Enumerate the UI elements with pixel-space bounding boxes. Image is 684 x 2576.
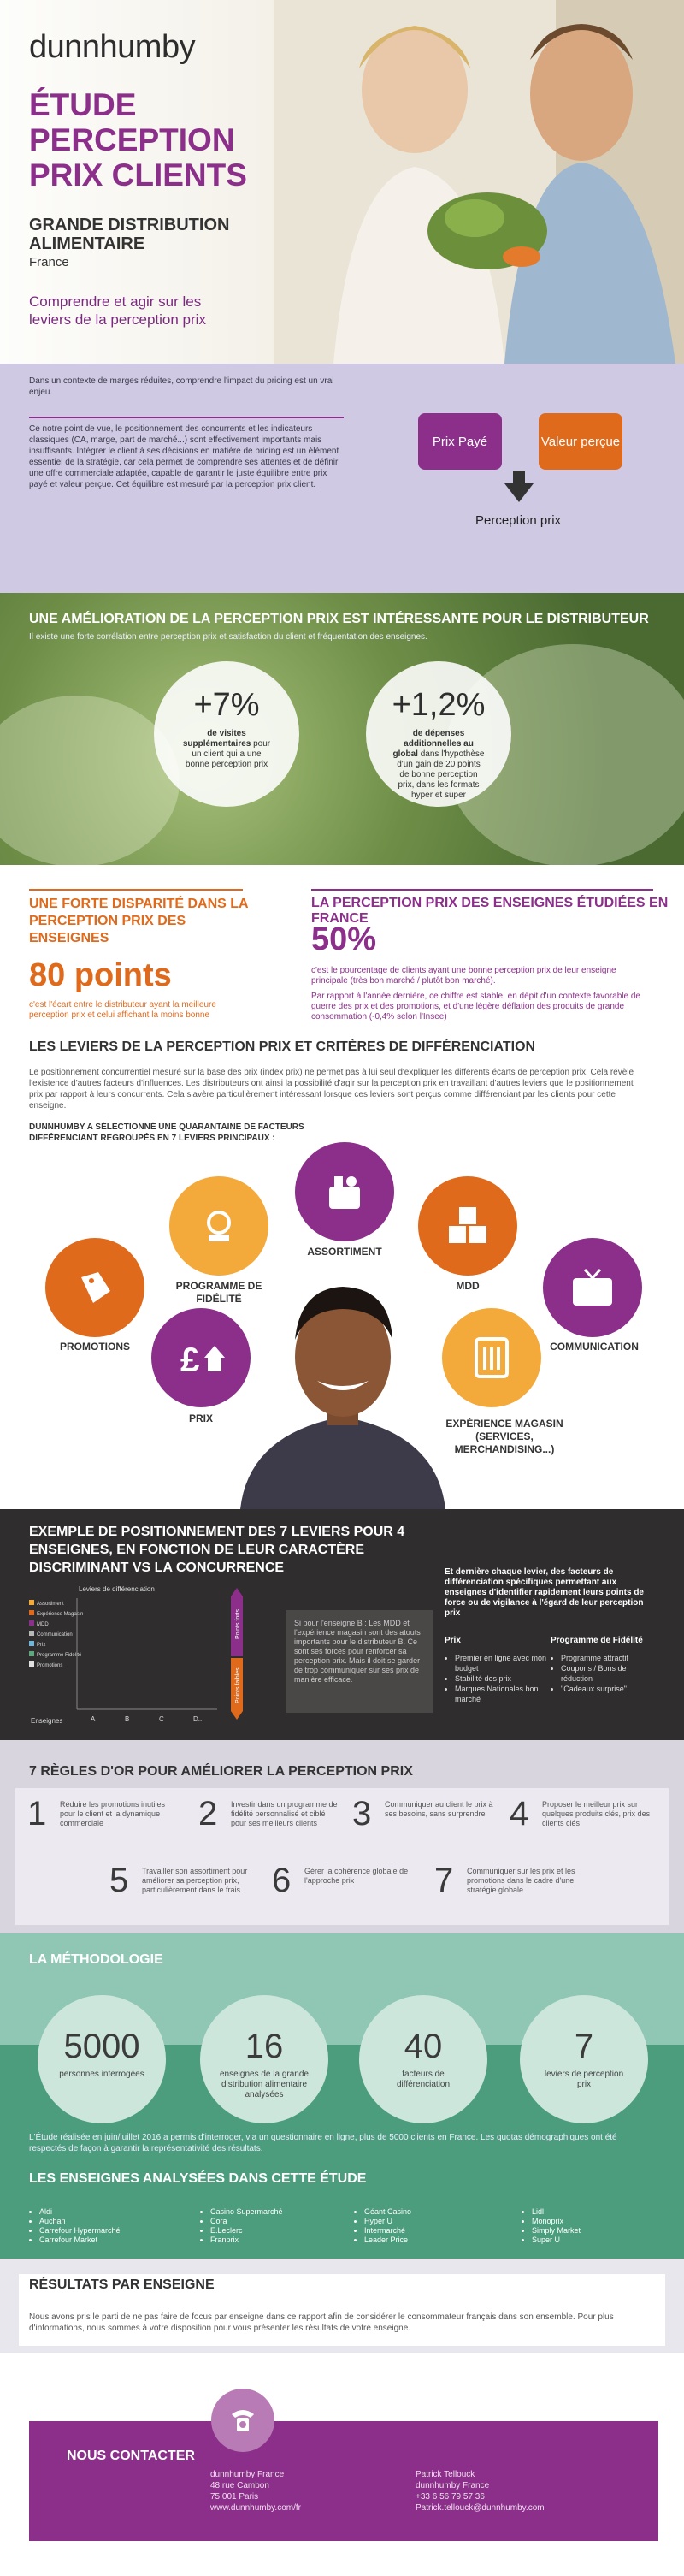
loyalty-icon [197,1204,241,1248]
intro-body: Ce notre point de vue, le positionnement des concurrents et les indicateurs classiques (CA, marge, part de marché...) sont effectivement importants mais insuffisants. Intégrer le client à ses décisions en matière de pricing est un élément essentiel de la stratégie, car cela permet de comprendre ses attentes et de définir une offre commerciale adaptée, capable de garantir le juste équilibre entre prix payé et valeur perçue. Cet équilibre est mesuré par la perception prix client. [29,424,339,489]
methodology-paragraph: L'Étude réalisée en juin/juillet 2016 a permis d'interroger, via un questionnaire en ligne, plus de 5000 clients en France. Les quotas démographiques ont été respectés de façon à garantir la représentativité des résultats. [29,2133,617,2153]
positioning-right-text: Et dernière chaque levier, des facteurs de différenciation spécifiques permettant aux enseignes d'identifier rapidement leurs points de force ou de vigilance à l'égard de leur perception prix [445,1567,644,1618]
rule-number: 5 [109,1862,129,1899]
legend-entry: MDD [37,1622,49,1627]
contact-email-link[interactable]: Patrick.tellouck@dunnhumby.com [416,2503,545,2513]
column-title: Prix [445,1636,461,1645]
stat-visits [154,661,299,807]
contact-section [0,2353,684,2576]
rule-text: Proposer le meilleur prix sur quelques produits clés, prix des clients clés [542,1800,651,1827]
list-item: • Coupons / Bons de réduction [561,1663,653,1684]
stat-text [180,729,274,770]
brand-item: • Cora [210,2217,345,2226]
title-line: PRIX CLIENTS [29,157,247,192]
x-axis-label: Enseignes [31,1717,63,1725]
contact-address [210,2469,381,2514]
rule-number: 2 [198,1795,218,1833]
stat-spending [366,661,511,807]
phone-icon-glyph [227,2404,259,2437]
hero-photo [274,0,684,364]
arrow-up-icon [231,1588,243,1596]
stat-text-bold: de dépenses additionnelles au global [392,729,474,759]
levers-paragraph: Le positionnement concurrentiel mesuré sur la base des prix (index prix) ne permet pas à lui seul d'expliquer les différents écarts de perception prix. Cela révèle l'existence d'autres facteurs d'influences. Les distributeurs ont ainsi la possibilité d'agir sur la perception prix en travaillant d'autres leviers que le positionnement prix par rapport à leurs concurrents. Cela s'avère particulièrement intéressant lorsque ces leviers sont perçus comme différenciant par les clients pour cette enseigne. [29,1068,634,1110]
pill-valeur-percue: Valeur perçue [539,413,622,470]
lever-label: PROMOTIONS [59,1341,130,1353]
x-tick-label: A [91,1715,96,1723]
chart-title: Leviers de différenciation [79,1585,155,1593]
stat-text-rest: pour un client qui a une bonne perception prix [185,739,271,769]
hero-tagline: Comprendre et agir sur les leviers de la perception prix [29,293,206,328]
brands-column [29,2207,174,2245]
lever-experience [442,1308,541,1407]
perception-heading: LA PERCEPTION PRIX DES ENSEIGNES ÉTUDIÉES EN FRANCE [311,896,669,926]
column-title: Programme de Fidélité [551,1636,643,1645]
rule-text: Travailler son assortiment pour améliorer sa perception prix, particulièrement dans le frais [142,1867,248,1894]
list-item: • Programme attractif [561,1653,653,1663]
title-line: ÉTUDE [29,87,137,122]
method-stat [520,1995,648,2123]
disparity-note: c'est l'écart entre le distributeur ayant la meilleure perception prix et celui affichant la moins bonne [29,1000,216,1020]
stat-label: personnes interrogées [59,2070,144,2079]
arrow-down-icon [504,483,534,502]
tag-icon [73,1265,117,1310]
rule-text: Gérer la cohérence globale de l'approche prix [304,1867,409,1885]
factor-column-prix [445,1636,547,1704]
legend-swatch [29,1610,34,1615]
boxes-icon [444,1204,492,1248]
brand-item: • Casino Supermarché [210,2207,345,2217]
stat-label: enseignes de la grande distribution alimentaire analysées [220,2070,309,2099]
list-item: • "Cadeaux surprise" [561,1684,653,1694]
levers-section [0,1036,684,1509]
methodology-title: LA MÉTHODOLOGIE [29,1952,163,1967]
brand-item: • Géant Casino [364,2207,499,2217]
brand-item: • Auchan [39,2217,174,2226]
improvement-section [0,593,684,865]
results-section [0,2259,684,2353]
svg-text:£: £ [180,1341,200,1378]
disparity-section [0,865,684,1036]
list-item: • Marques Nationales bon marché [455,1684,547,1704]
pill-prix-paye: Prix Payé [418,413,502,470]
brand-item: • Franprix [210,2235,345,2245]
legend-swatch [29,1620,34,1626]
brand-item: • Hyper U [364,2217,499,2226]
contact-person [416,2469,587,2514]
stat-text-bold: de visites supplémentaires [182,729,251,749]
rule-text: Communiquer au client le prix à ses besoins, sans surprendre [385,1800,493,1818]
rule-number: 4 [510,1795,529,1833]
legend-swatch [29,1641,34,1646]
rule-number: 7 [434,1862,454,1899]
improvement-title: UNE AMÉLIORATION DE LA PERCEPTION PRIX EST INTÉRESSANTE POUR LE DISTRIBUTEUR [29,612,649,626]
lever-label: ASSORTIMENT [307,1246,382,1258]
brands-title: LES ENSEIGNES ANALYSÉES DANS CETTE ÉTUDE [29,2171,367,2186]
method-stat [359,1995,487,2123]
stat-text-rest: dans l'hypothèse d'un gain de 20 points de bonne perception prix, dans les formats hyper et super [397,749,485,800]
method-stat [200,1995,328,2123]
rule-text: Communiquer sur les prix et les promotions dans le cadre d'une stratégie globale [467,1867,575,1894]
rule-number: 1 [27,1795,47,1833]
hero-country: France [29,255,69,269]
lever-label: EXPÉRIENCE MAGASIN (SERVICES, MERCHANDISING...) [445,1418,563,1455]
lever-promotions [45,1238,144,1337]
contact-line: 75 001 Paris [210,2492,259,2502]
legend-entry: Communication [37,1632,73,1637]
brand-item: • Leader Price [364,2235,499,2245]
brand-item: • Lidl [532,2207,667,2217]
positioning-chart [29,1579,277,1732]
intro-section [0,364,684,593]
brands-column [354,2207,499,2245]
brand-item: • Simply Market [532,2226,667,2235]
levers-title: LES LEVIERS DE LA PERCEPTION PRIX ET CRITÈRES DE DIFFÉRENCIATION [29,1039,536,1054]
lever-communication [543,1238,642,1337]
positioning-section [0,1509,684,1740]
lever-label: PRIX [188,1412,213,1424]
brand-item: • Super U [532,2235,667,2245]
disparity-points: 80 points [29,957,172,993]
rules-section [0,1740,684,1933]
contact-website-link[interactable]: www.dunnhumby.com/fr [210,2503,301,2513]
lever-fidelite [169,1176,268,1276]
rules-title: 7 RÈGLES D'OR POUR AMÉLIORER LA PERCEPTION PRIX [29,1764,413,1779]
brand-item: • Carrefour Market [39,2235,174,2245]
tv-icon [569,1266,616,1309]
method-stat [38,1995,166,2123]
phone-icon [211,2389,274,2452]
perception-note: Par rapport à l'année dernière, ce chiffre est stable, en dépit d'un contexte favorable de guerre des prix et des promotions, et d'une légère déflation des produits de grande consommation (-0,4% selon l'Insee) [311,992,640,1022]
axis-bottom-label: Points faibles [235,1667,241,1703]
stat-text [392,729,486,801]
background-texture [0,696,180,865]
rule-text: Investir dans un programme de fidélité personnalisé et ciblé pour ses meilleurs clients [231,1800,338,1827]
stat-value: 7 [574,2028,594,2065]
x-tick-label: B [125,1715,130,1723]
contact-line: dunnhumby France [416,2481,490,2490]
stat-value: +7% [193,687,260,723]
rule-number: 6 [272,1862,292,1899]
perception-percent: 50% [311,921,377,957]
stat-label: facteurs de différenciation [396,2070,451,2089]
divider [29,417,344,418]
stat-value: 16 [245,2028,284,2065]
levers-intro: DUNNHUMBY A SÉLECTIONNÉ UNE QUARANTAINE DE FACTEURS DIFFÉRENCIANT REGROUPÉS EN 7 LEVIERS PRINCIPAUX : [29,1122,304,1143]
legend-entry: Assortiment [37,1602,64,1607]
contact-line: dunnhumby France [210,2470,285,2479]
stat-value: 40 [404,2028,443,2065]
hero-section [0,0,684,364]
axis-top-label: Points forts [235,1608,241,1639]
lever-label: COMMUNICATION [550,1341,639,1353]
intro-lead: Dans un contexte de marges réduites, comprendre l'impact du pricing est un vrai enjeu. [29,376,334,397]
legend-swatch [29,1651,34,1656]
perception-note: c'est le pourcentage de clients ayant une bonne perception prix de leur enseigne principale (très bon marché / plutôt bon marché). [311,966,616,986]
basket-icon [322,1170,367,1214]
lever-mdd [418,1176,517,1276]
hero-subtitle: GRANDE DISTRIBUTION ALIMENTAIRE [29,216,230,253]
improvement-subtitle: Il existe une forte corrélation entre perception prix et satisfaction du client et fréquentation des enseignes. [29,632,428,642]
contact-line: 48 rue Cambon [210,2481,269,2490]
list-item: • Stabilité des prix [455,1673,547,1684]
stat-value: +1,2% [392,687,486,723]
lever-assortiment [295,1142,394,1241]
brand-item: • Carrefour Hypermarché [39,2226,174,2235]
list-item: • Premier en ligne avec mon budget [455,1653,547,1673]
disparity-heading: UNE FORTE DISPARITÉ DANS LA PERCEPTION PRIX DES ENSEIGNES [29,897,249,945]
contact-phone[interactable]: +33 6 56 79 57 36 [416,2492,485,2502]
positioning-title: EXEMPLE DE POSITIONNEMENT DES 7 LEVIERS POUR 4 ENSEIGNES, EN FONCTION DE LEUR CARACTÈRE DISCRIMINANT VS LA CONCURRENCE [29,1525,405,1575]
pound-icon [177,1337,225,1378]
person-photo [232,1271,454,1509]
legend-swatch [29,1631,34,1636]
arrow-down-icon [513,471,525,484]
title-line: PERCEPTION [29,122,235,157]
perception-label: Perception prix [475,513,562,528]
brand-item: • Aldi [39,2207,174,2217]
positioning-note: Si pour l'enseigne B : Les MDD et l'expérience magasin sont des atouts importants pour le distributeur B. Ce sont ses forces pour renforcer sa perception prix. Mais il doit se garder de trop communiquer sur ses prix de manière efficace. [286,1610,433,1713]
rule-text: Réduire les promotions inutiles pour le client et la dynamique commerciale [60,1800,166,1827]
page-title [29,87,247,192]
legend-entry: Programme Fidélité [37,1653,82,1658]
brand-item: • Monoprix [532,2217,667,2226]
legend-swatch [29,1661,34,1667]
legend-entry: Prix [37,1643,46,1648]
lever-label: MDD [456,1280,480,1292]
x-tick-label: D... [193,1715,204,1723]
results-paragraph: Nous avons pris le parti de ne pas faire de focus par enseigne dans ce rapport afin de considérer le consommateur français dans son ensemble. Pour plus d'informations, nous sommes à votre disposition pour vous présenter les résultats de votre enseigne. [29,2312,614,2333]
rule-number: 3 [352,1795,372,1833]
brand-item: • Intermarché [364,2226,499,2235]
contact-title: NOUS CONTACTER [67,2449,195,2463]
brand-logo: dunnhumby [29,29,196,65]
x-tick-label: C [159,1715,164,1723]
stat-value: 5000 [63,2028,140,2065]
divider [29,889,243,891]
stat-label: leviers de perception prix [544,2070,624,2089]
calculator-icon [471,1335,512,1380]
legend-entry: Promotions [37,1663,63,1668]
arrow-down-icon [231,1711,243,1720]
lever-label: PROGRAMME DE FIDÉLITÉ [175,1280,262,1305]
brand-item: • E.Leclerc [210,2226,345,2235]
rules-box [15,1788,669,1925]
brands-column [200,2207,345,2245]
legend-entry: Expérience Magasin [37,1612,84,1617]
brands-column [522,2207,667,2245]
contact-line: Patrick Tellouck [416,2470,475,2479]
factor-column-fidelite [551,1636,653,1694]
legend-swatch [29,1600,34,1605]
methodology-section [0,1933,684,2259]
results-title: RÉSULTATS PAR ENSEIGNE [29,2277,215,2292]
divider [311,889,653,891]
